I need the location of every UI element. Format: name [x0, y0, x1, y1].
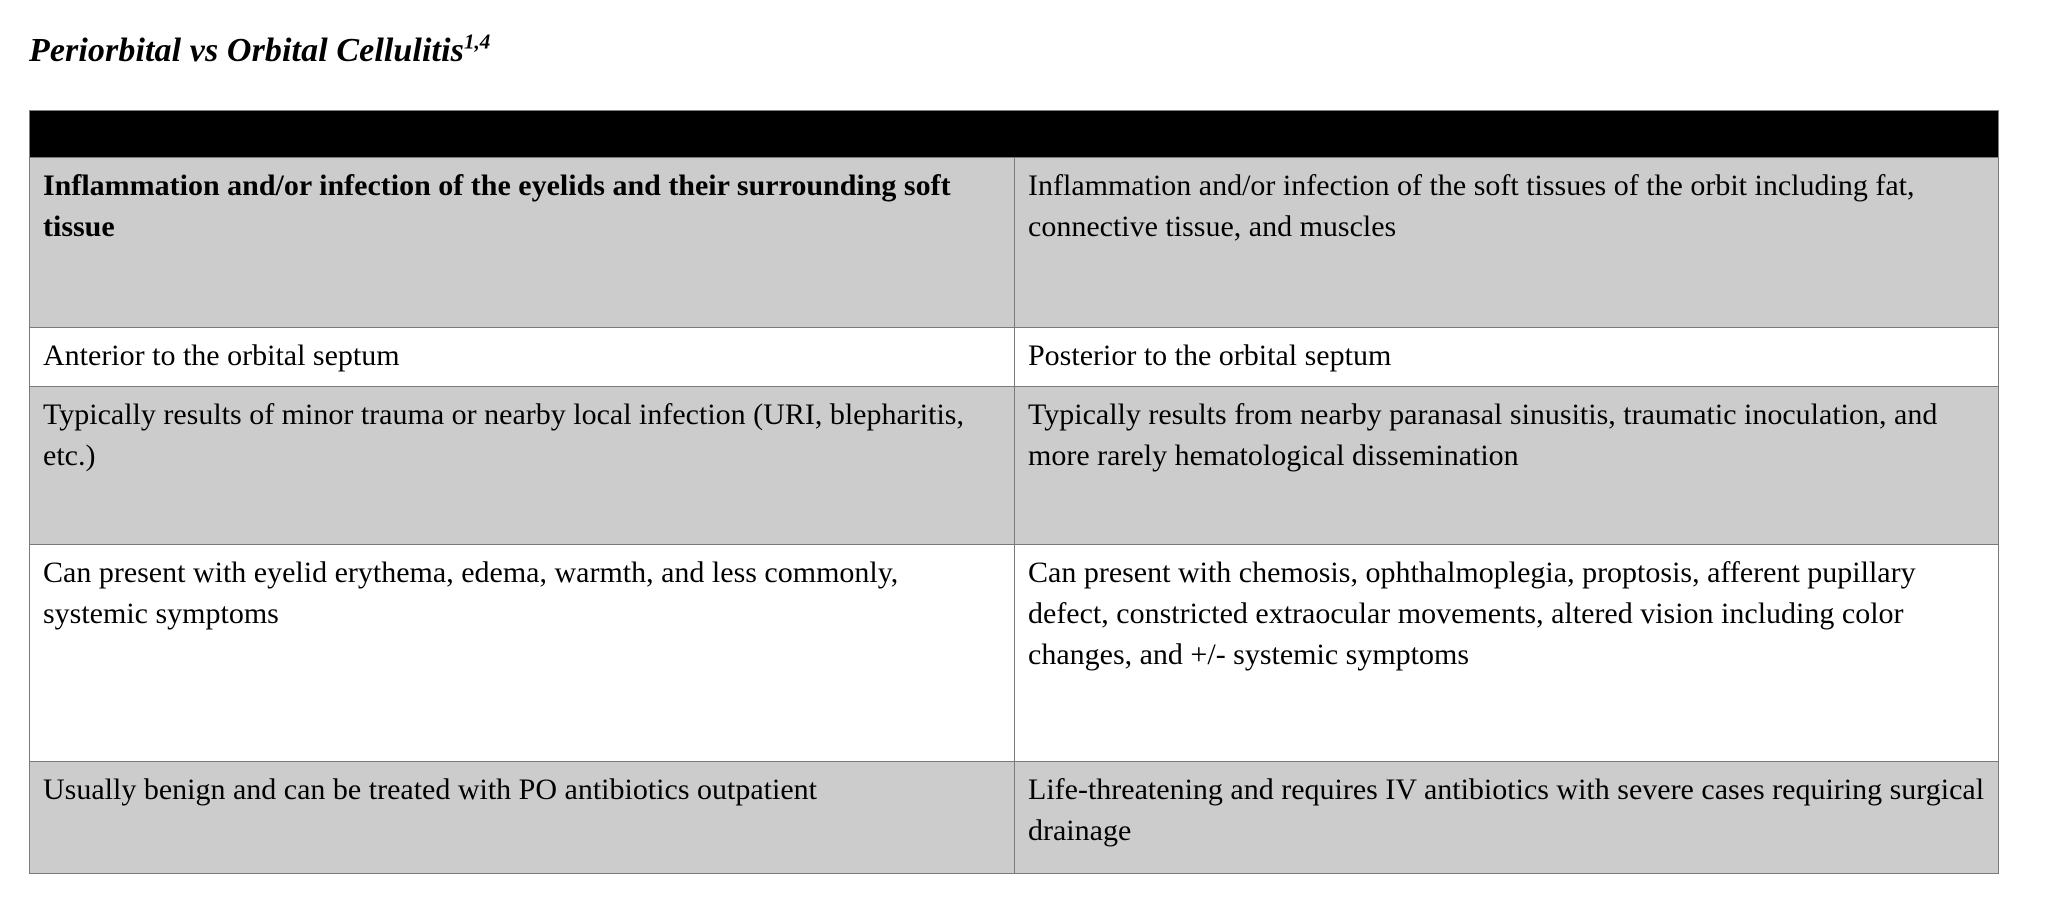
cell-orbital-presentation: Can present with chemosis, ophthalmoplegia, proptosis, afferent pupillary defect, constricted extraocular movements, altered vision including color changes, and +/- systemic symptoms [1015, 545, 1999, 762]
table-row [30, 158, 1999, 328]
comparison-table [29, 110, 1999, 874]
cell-periorbital-management: Usually benign and can be treated with PO antibiotics outpatient [30, 762, 1015, 874]
cell-orbital-location: Posterior to the orbital septum [1015, 328, 1999, 387]
table-row [30, 762, 1999, 874]
cell-periorbital-etiology: Typically results of minor trauma or nearby local infection (URI, blepharitis, etc.) [30, 387, 1015, 545]
cell-periorbital-location: Anterior to the orbital septum [30, 328, 1015, 387]
table-header-row [30, 111, 1999, 158]
cell-periorbital-definition: Inflammation and/or infection of the eyelids and their surrounding soft tissue [30, 158, 1015, 328]
page-title-superscript: 1,4 [463, 29, 491, 54]
cell-periorbital-presentation: Can present with eyelid erythema, edema, warmth, and less commonly, systemic symptoms [30, 545, 1015, 762]
table-header-cell-orbital [1015, 111, 1999, 158]
cell-orbital-definition: Inflammation and/or infection of the soft tissues of the orbit including fat, connective tissue, and muscles [1015, 158, 1999, 328]
cell-orbital-management: Life-threatening and requires IV antibiotics with severe cases requiring surgical drainage [1015, 762, 1999, 874]
cell-orbital-etiology: Typically results from nearby paranasal sinusitis, traumatic inoculation, and more rarely hematological dissemination [1015, 387, 1999, 545]
table-row [30, 545, 1999, 762]
table-header-cell-periorbital [30, 111, 1015, 158]
table-row [30, 387, 1999, 545]
table-row [30, 328, 1999, 387]
page-title [29, 29, 490, 73]
page-title-text: Periorbital vs Orbital Cellulitis [29, 31, 464, 69]
